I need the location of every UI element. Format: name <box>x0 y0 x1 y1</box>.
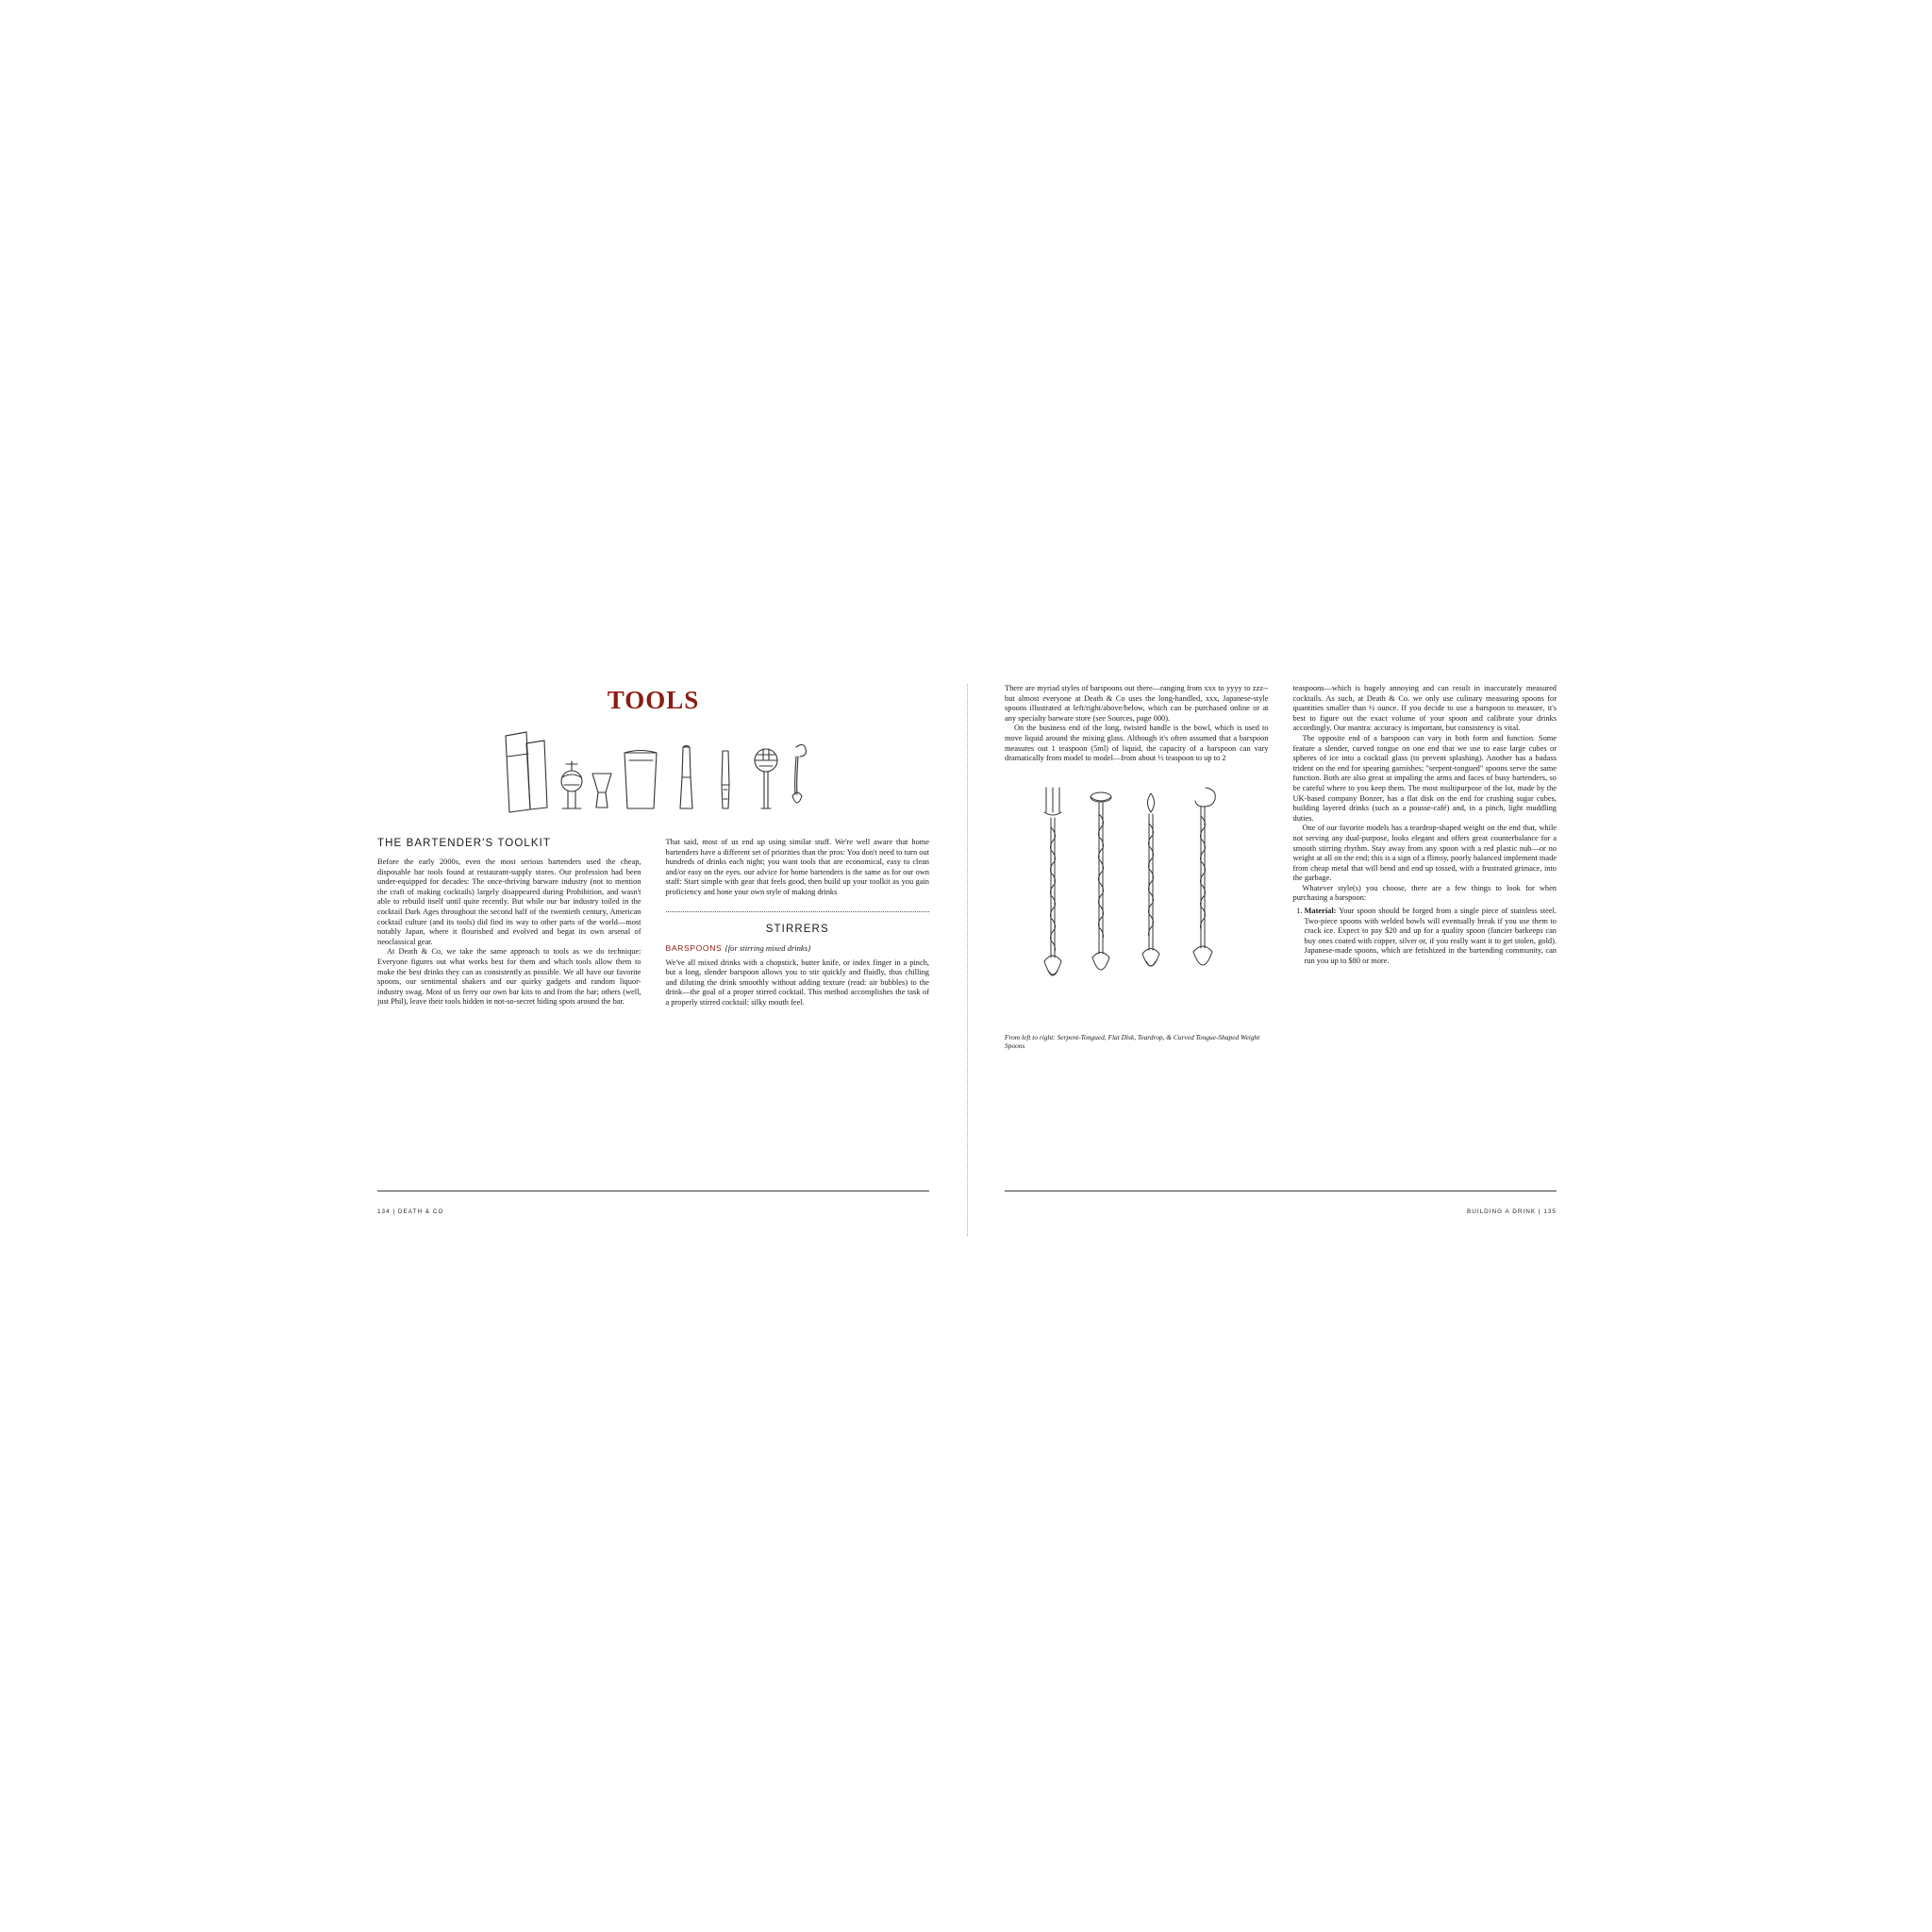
barspoons-label: BARSPOONS <box>665 942 723 953</box>
list-item <box>1305 907 1557 967</box>
dotted-divider <box>666 911 930 912</box>
left-column-1 <box>377 838 641 1008</box>
right-column-2 <box>1293 684 1557 1051</box>
book-spread <box>368 684 1566 1236</box>
purchasing-intro-paragraph: Whatever style(s) you choose, there are a few things to look for when purchasing a barspoon: <box>1292 883 1557 903</box>
toolkit-heading: THE BARTENDER'S TOOLKIT <box>377 838 552 849</box>
favorite-models-paragraph: One of our favorite models has a teardrop-shaped weight on the end that, while not serving any dual-purpose, looks elegant and offers great counterbalance for a smooth stirring rhythm. Stay away from any spoon with a red plastic nub—or no weight at all on the end; this is a sign of a flimsy, poorly balanced implement made from cheap metal that will bend and end up tossed, with a frustrated grimace, into the garbage. <box>1292 824 1557 883</box>
toolkit-paragraph-1: Before the early 2000s, even the most serious bartenders used the cheap, disposable bar tools found at restaurant-supply stores. Our profession had been under-equipped for decades: The once-thriving barware industry (not to mention the craft of making cocktails) largely disappeared during Prohibition, and wasn't able to rebuild itself until quite recently. But while our bar industry toiled in the cocktail Dark Ages throughout the second half of the twentieth century, American cocktail culture (and its tools) did find its way to other parts of the world—most notably Japan, where it flourished and evolved and begat its own arsenal of neoclassical gear. <box>377 858 641 946</box>
right-columns <box>1005 684 1557 1051</box>
list-item-text: Your spoon should be forged from a single piece of stainless steel. Two-piece spoons with welded bowls will eventually break if you use them to crack ice. Expect to pay $20 and up for a quality spoon (fancier barkeeps can buy ones coated with copper, silver or, if you really want it to get stolen, gold). Japanese-made spoons, which are fetishized in the bartending community, can run you up to $80 or more. <box>1304 907 1557 966</box>
right-folio: BUILDING A DRINK | 135 <box>1466 1208 1557 1215</box>
barspoons-illustration <box>1005 777 1269 1027</box>
left-folio: 134 | DEATH & CO <box>377 1208 444 1215</box>
list-item-label: Material: <box>1304 907 1337 916</box>
left-columns <box>377 838 929 1008</box>
illustration-caption: From left to right: Serpent-Tongued, Flat Disk, Teardrop, & Curved Tongue-Shaped Weight Spoons <box>1005 1032 1260 1051</box>
barspoons-sublabel: {for stirring mixed drinks} <box>724 942 811 953</box>
bar-tools-illustration <box>377 719 929 823</box>
left-column-2 <box>666 838 930 1008</box>
barspoons-subheading <box>666 943 930 953</box>
barspoons-paragraph: We've all mixed drinks with a chopstick, butter knife, or index finger in a pinch, but a long, slender barspoon allows you to stir quickly and fluidly, thus chilling and diluting the drink smoothly without adding texture (read: air bubbles) to the drink—the goal of a proper stirred cocktail. This method accomplishes the task of a properly stirred cocktail: silky mouth feel. <box>665 958 929 1007</box>
toolkit-paragraph-2: At Death & Co, we take the same approach to tools as we do technique: Everyone figures out what works best for them and which tools allow them to make the best drinks they can as consistently as possible. We all have our favorite spoons, our sentimental shakers and our quirky gadgets and random liquor-industry swag. Most of us ferry our own bar kits to and from the bar; others (well, just Phil), leave their tools hidden in not-so-secret hiding spots around the bar. <box>377 947 641 1007</box>
spoon-ends-paragraph: The opposite end of a barspoon can vary in both form and function. Some feature a slender, curved tongue on one end that we use to ease large cubes or spheres of ice into a cocktail glass (to prevent splashing). Another has a badass trident on the end for spearing garnishes; "serpent-tongued" spoons serve the same function. Both are also great at impaling the arms and faces of busy bartenders, so be careful where to you keep them. The most multipurpose of the lot, made by the UK-based company Bonzer, has a flat disk on the end for crushing sugar cubes, building layered drinks (such as a pousse-café) and, in a pinch, light muddling duties. <box>1292 733 1557 823</box>
toolkit-paragraph-3: That said, most of us end up using similar stuff. We're well aware that home bartenders have a different set of priorities than the pros: You don't need to turn out hundreds of drinks each night; you want tools that are economical, easy to clean and/or easy on the eyes. our advice for home bartenders is the same as for our own staff: Start simple with gear that feels good, then build up your toolkit as you gain proficiency and hone your own style of making drinks <box>665 838 929 896</box>
page-gutter <box>967 684 968 1236</box>
measuring-paragraph: teaspoons—which is hugely annoying and can result in inaccurately measured cocktails. As such, at Death & Co. we only use culinary measuring spoons for quantities smaller than ½ ounce. If you decide to use a barspoon to measure, it's best to figure out the exact volume of your spoon and calibrate your drinks accordingly. Our mantra: accuracy is important, but consistency is vital. <box>1292 684 1557 733</box>
page-title: TOOLS <box>607 686 700 714</box>
stirrers-heading: STIRRERS <box>765 923 829 935</box>
left-footer-rule <box>377 1191 929 1192</box>
right-column-1 <box>1005 684 1269 1051</box>
left-page <box>368 684 967 1236</box>
right-page <box>967 684 1566 1236</box>
barspoon-styles-paragraph-2: On the business end of the long, twisted handle is the bowl, which is used to move liquid around the mixing glass. Although it's often assumed that a barspoon measures out 1 teaspoon (5ml) of liquid, the capacity of a barspoon can vary dramatically from model to model—from about ⅓ teaspoon to up to 2 <box>1005 724 1269 763</box>
purchasing-list <box>1293 907 1557 967</box>
right-footer-rule <box>1005 1191 1557 1192</box>
barspoon-styles-paragraph-1: There are myriad styles of barspoons out there—ranging from xxx to yyyy to zzz--but almost everyone at Death & Co uses the long-handled, xxx, Japanese-style spoons illustrated at left/right/above/below, which can be purchased online or at any specialty barware store (see Sources, page 000). <box>1005 684 1269 723</box>
